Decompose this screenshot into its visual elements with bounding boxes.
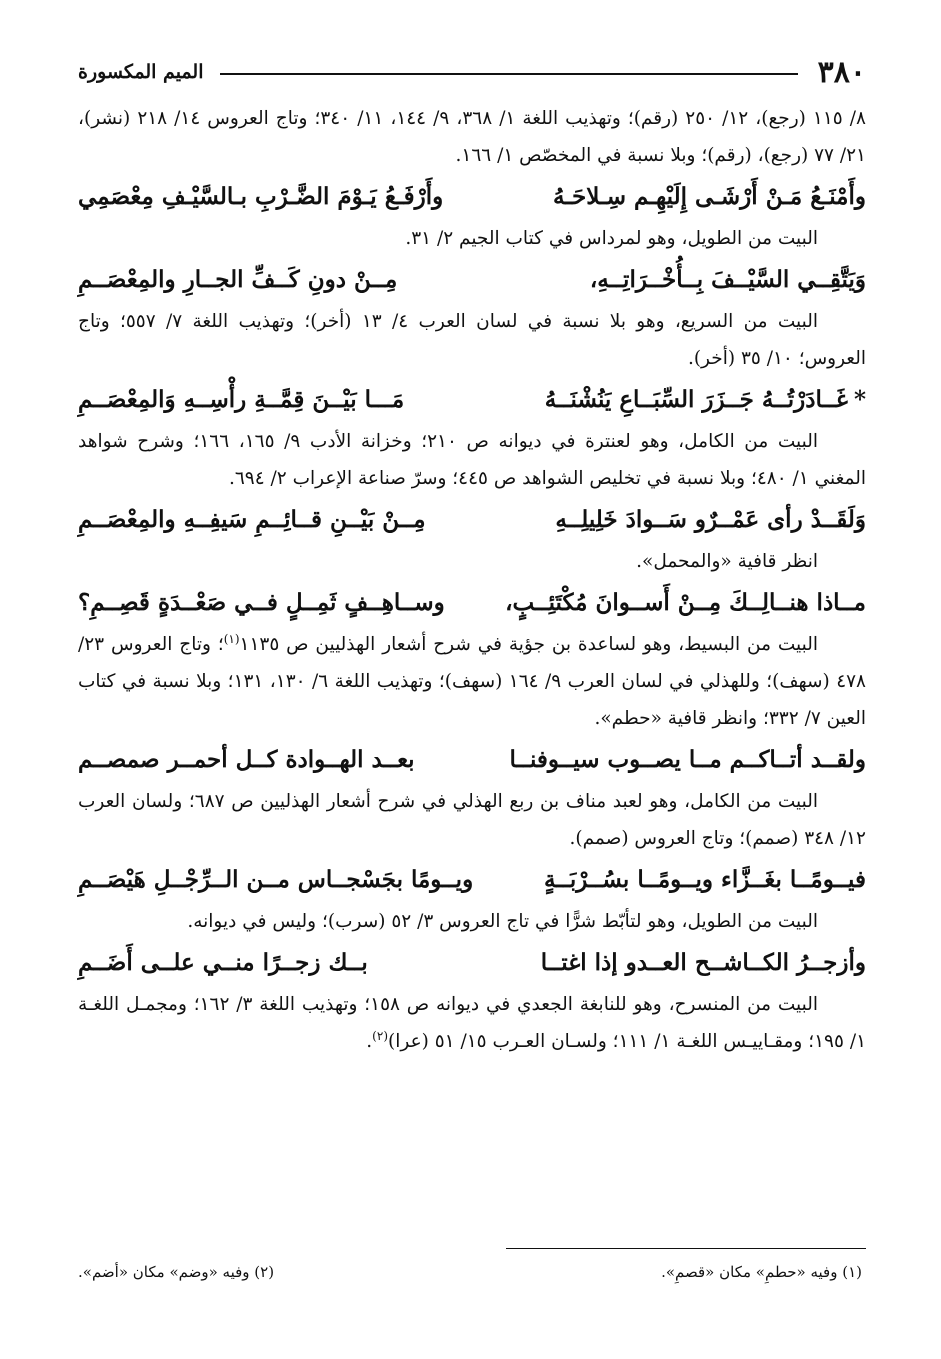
verse-first-hemistich: مــاذا هنــالِــكَ مِــنْ أَســوانَ مُكْتَئِــبٍ، (505, 589, 866, 616)
citation-paragraph: البيت من البسيط، وهو لساعدة بن جؤية في شرح أشعار الهذليين ص ١١٣٥$^{(١)}$؛ وتاج العروس ٢٣/ ٤٧٨ (سهف)؛ وللهذلي في لسان العرب ٩/ ١٦٤ (سهف)؛ وتهذيب اللغة ٦/ ١٣٠، ١٣١؛ وبلا نسبة في كتاب العين ٧/ ٣٣٢؛ وانظر قافية «حطم». (78, 631, 866, 729)
citation-paragraph: انظر قافية «والمحمل». (636, 551, 818, 572)
poem-verse (78, 377, 866, 423)
citation-paragraph: البيت من السريع، وهو بلا نسبة في لسان العرب ٤/ ١٣ (أخر)؛ وتهذيب اللغة ٧/ ٥٥٧؛ وتاج العروس؛ ١٠/ ٣٥ (أخر). (78, 311, 866, 369)
verse-first-hemistich: وأزجــرُ الكــاشــح العــدو إذا اغتــا (540, 949, 866, 976)
footnote-2: (٢) وفيه «وضم» مكان «أضم». (78, 1263, 275, 1281)
verse-second-hemistich: ويــومًا بجَسْجــاس مــن الــرِّجْــلِ هَيْصَــمِ (78, 866, 474, 893)
verse-second-hemistich: بــك زجــرًا منــي علــى أَضَــمِ (78, 949, 368, 976)
footnote-rule (506, 1248, 866, 1249)
citation-paragraph: البيت من الطويل، وهو لمرداس في كتاب الجيم ٢/ ٣١. (405, 228, 818, 249)
footnotes (78, 1248, 866, 1287)
verse-second-hemistich: مِــنْ بَيْــنِ قــائِــمِ سَيفِــهِ والمِعْصَــمِ (78, 506, 426, 533)
citation-paragraph: البيت من الطويل، وهو لتأبّط شرًّا في تاج العروس ٣/ ٥٢ (سرب)؛ وليس في ديوانه. (187, 911, 818, 932)
verse-first-hemistich: *غَــادَرْتُــهُ جَــزَرَ السِّبَــاعِ يَنُشْنَــهُ (544, 386, 866, 413)
citation-paragraph: ٨/ ١١٥ (رجع)، ١٢/ ٢٥٠ (رقم)؛ وتهذيب اللغة ١/ ٣٦٨، ٩/ ١٤٤، ١١/ ٣٤٠؛ وتاج العروس ١٤/ ٢١٨ (نشر)، ٢١/ ٧٧ (رجع)، (رقم)؛ وبلا نسبة في المخصّص ١/ ١٦٦. (78, 108, 866, 166)
page-header (78, 52, 866, 92)
verse-second-hemistich: مِــنْ دونِ كَــفِّ الجــارِ والمِعْصَــمِ (78, 266, 398, 293)
verse-first-hemistich: فيــومًــا بغَــزَّاء ويــومًــا بسُــرْبَــةٍ (544, 866, 866, 893)
verse-first-hemistich: وَيَتَّقِــي السَّيْــفَ بِــأُخْــرَاتِــهِ، (589, 266, 866, 293)
poem-verse (78, 940, 866, 986)
verse-second-hemistich: وســاهِــفٍ ثَمِــلٍ فــي صَعْــدَةٍ قَصِــمِ؟ (78, 589, 445, 616)
poem-verse (78, 497, 866, 543)
verse-second-hemistich: وأَرْفَـعُ يَـوْمَ الضَّـرْبِ بـالسَّيْـفِ مِعْصَمِي (78, 183, 444, 210)
page-body (78, 100, 866, 1060)
asterisk-mark: * (853, 386, 866, 413)
citation-paragraph: البيت من الكامل، وهو لعبد مناف بن ربع الهذلي في شرح أشعار الهذليين ص ٦٨٧؛ ولسان العرب ١٢/ ٣٤٨ (صمم)؛ وتاج العروس (صمم). (78, 791, 866, 849)
poem-verse (78, 857, 866, 903)
footnote-1: (١) وفيه «حطمِ» مكان «قصمِ». (661, 1263, 862, 1281)
citation-paragraph: البيت من الكامل، وهو لعنترة في ديوانه ص ٢١٠؛ وخزانة الأدب ٩/ ١٦٥، ١٦٦؛ وشرح شواهد المغني ١/ ٤٨٠؛ وبلا نسبة في تخليص الشواهد ص ٤٤٥؛ وسرّ صناعة الإعراب ٢/ ٦٩٤. (78, 431, 866, 489)
footnote-marker: (٢) (372, 1028, 388, 1043)
verse-first-hemistich: وَلَقَــدْ رأى عَمْــرٌو سَــوادَ خَلِيلِــهِ (555, 506, 866, 533)
poem-verse (78, 257, 866, 303)
verse-second-hemistich: بعــد الهــوادة كــل أحمــر صمصــم (78, 746, 415, 773)
verse-first-hemistich: وأَمْنَـعُ مَـنْ أَرْشَـى إِلَيْهِـم سِـلاحَـهُ (552, 183, 866, 210)
footnote-row (78, 1257, 866, 1287)
citation-paragraph: البيت من المنسرح، وهو للنابغة الجعدي في ديوانه ص ١٥٨؛ وتهذيب اللغة ٣/ ١٦٢؛ ومجمـل اللغـة ١/ ١٩٥؛ ومقـاييـس اللغـة ١/ ١١١؛ ولسـان العـرب ١٥/ ٥١ (عرا)$^{(٢)}$. (78, 994, 866, 1052)
poem-verse (78, 174, 866, 220)
verse-second-hemistich: مَـــا بَيْــنَ قِمَّــةِ رأْسِــهِ وَالمِعْصَــمِ (78, 386, 405, 413)
header-rule (220, 73, 798, 75)
poem-verse (78, 737, 866, 783)
page-number: ٣٨٠ (817, 54, 866, 90)
running-title: الميم المكسورة (78, 61, 204, 83)
poem-verse (78, 580, 866, 626)
verse-first-hemistich: ولقــد أتــاكــم مــا يصــوب سيــوفنــا (509, 746, 866, 773)
footnote-marker: (١) (223, 631, 240, 646)
